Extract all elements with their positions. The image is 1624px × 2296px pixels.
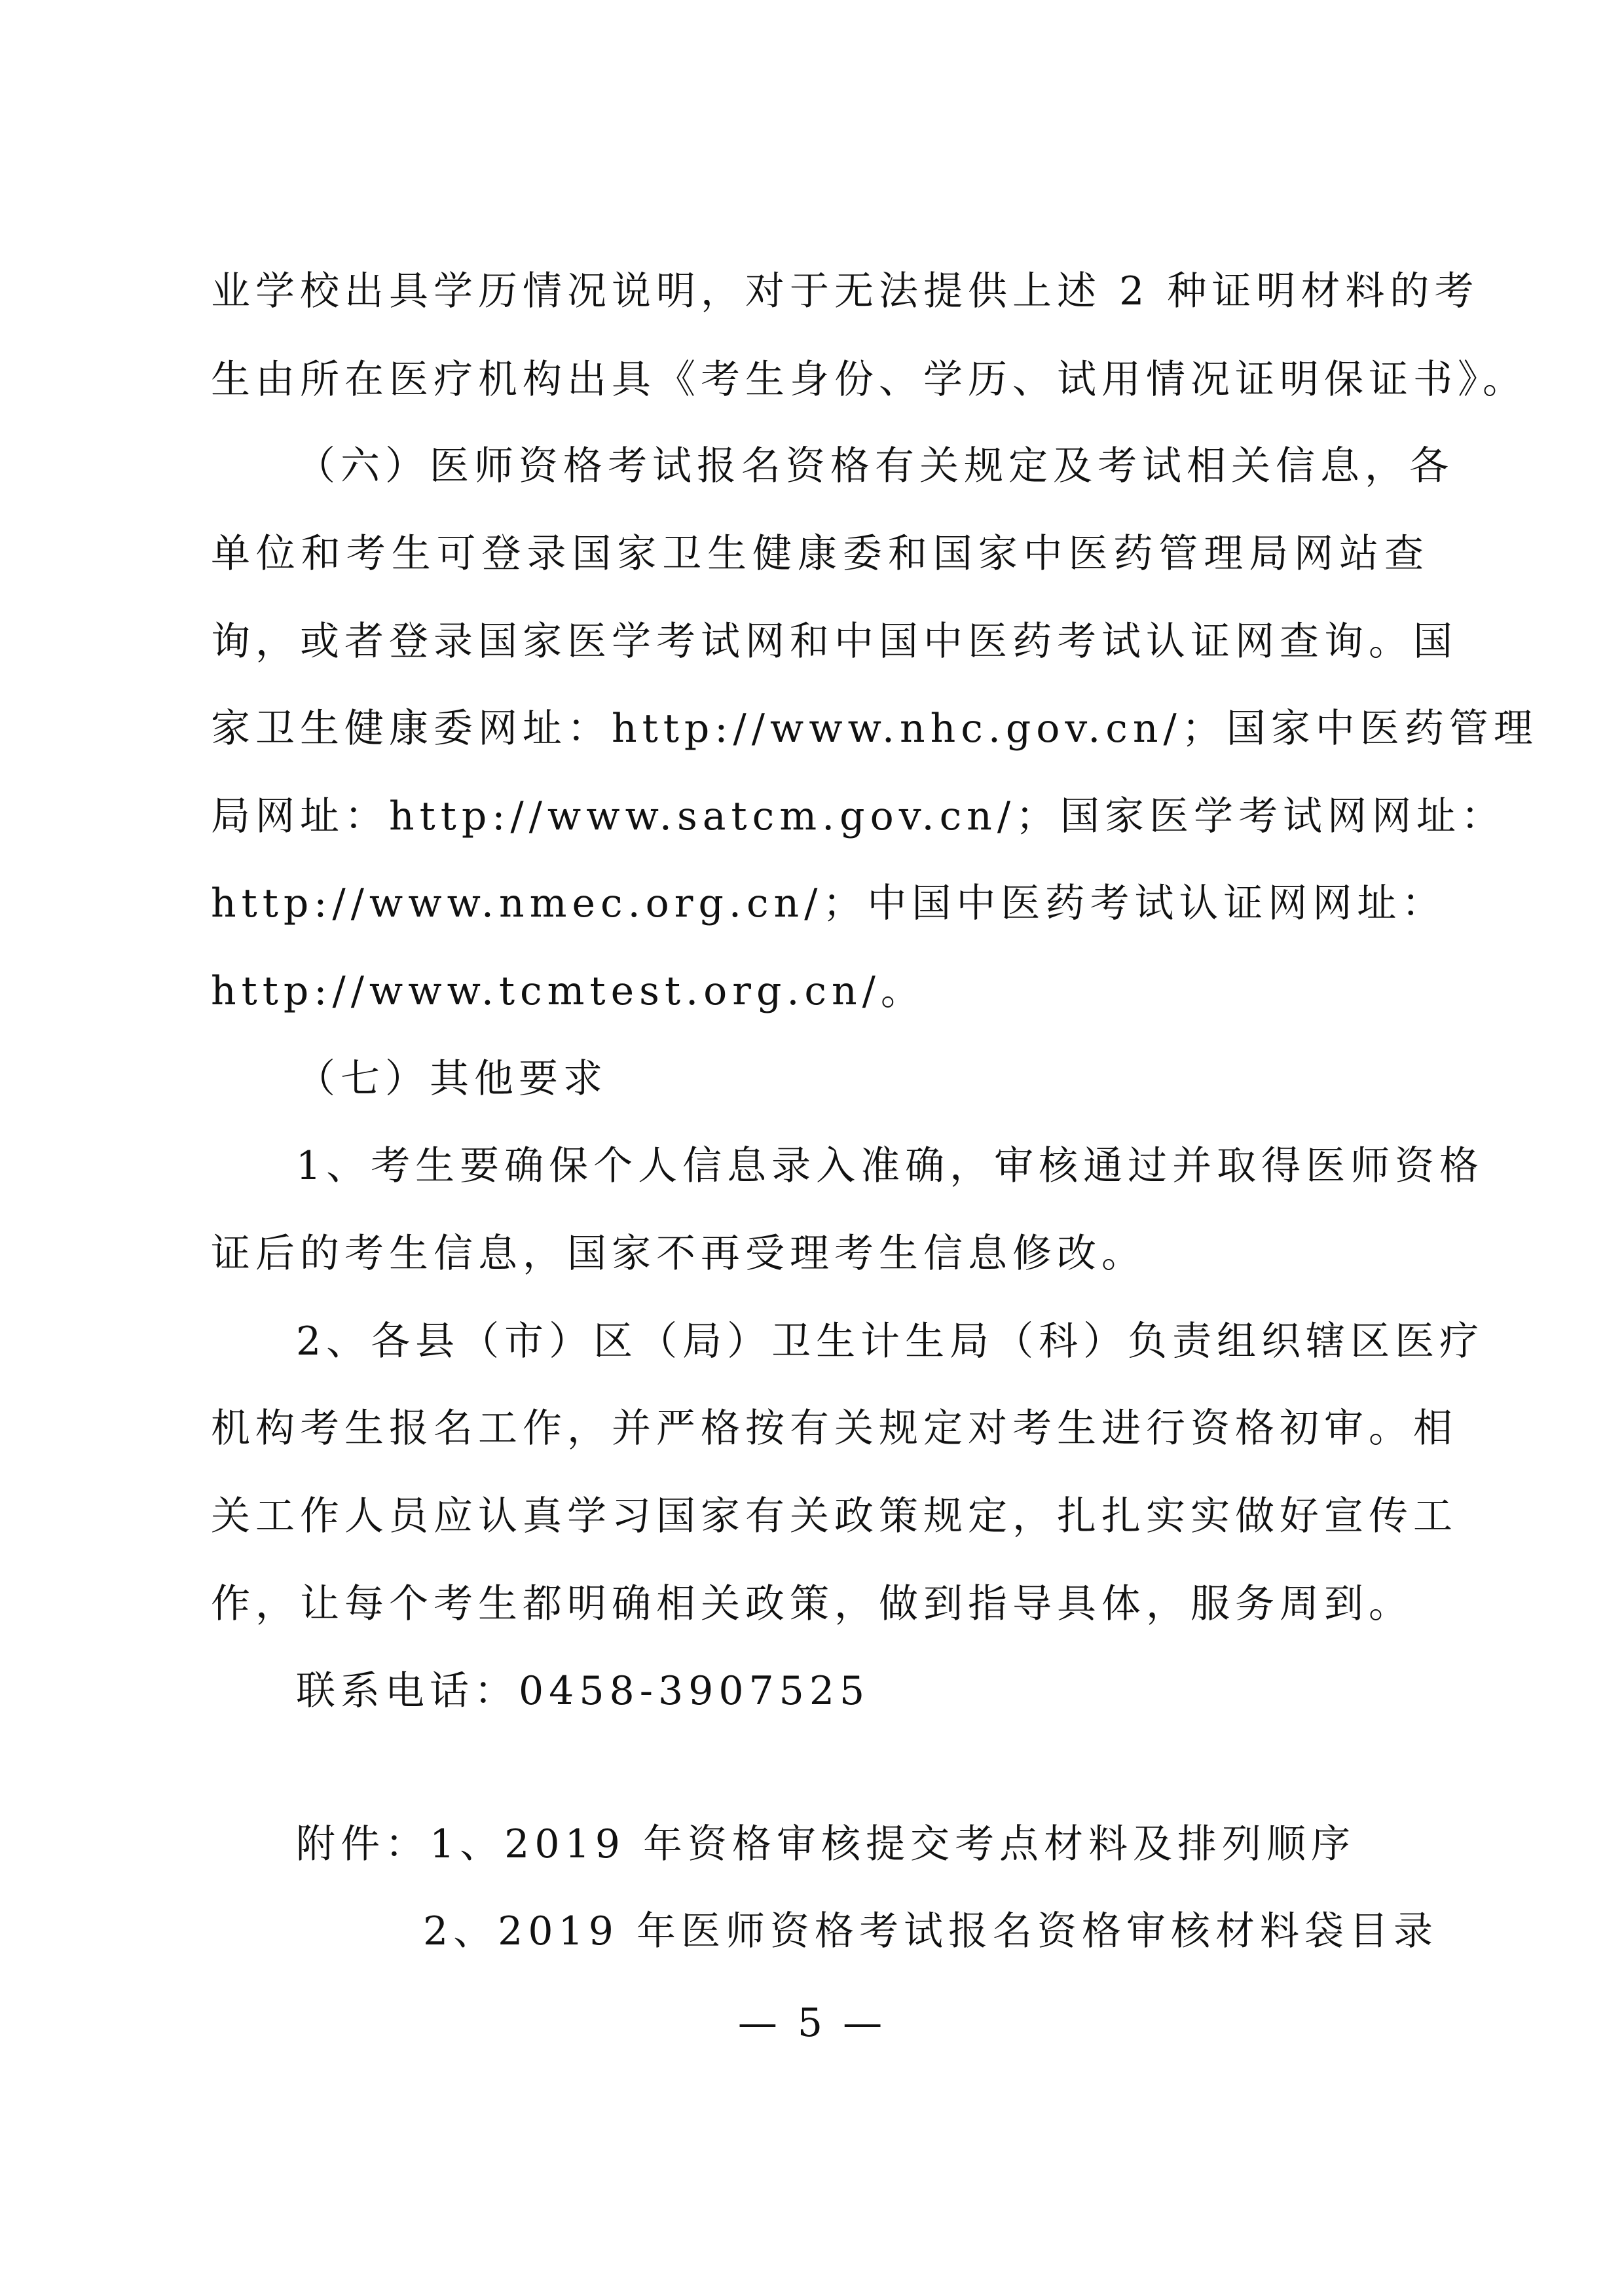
text-line: 2、各县（市）区（局）卫生计生局（科）负责组织辖区医疗 (296, 1319, 1485, 1364)
section-heading: （七）其他要求 (296, 1056, 608, 1102)
text-line: 生由所在医疗机构出具《考生身份、学历、试用情况证明保证书》。 (211, 357, 1527, 403)
attachment-item: 2、2019 年医师资格考试报名资格审核材料袋目录 (423, 1908, 1438, 1954)
text-line: http://www.tcmtest.org.cn/。 (211, 968, 925, 1014)
text-line: 业学校出具学历情况说明，对于无法提供上述 2 种证明材料的考 (211, 268, 1479, 314)
page-number: — 5 — (737, 2000, 887, 2046)
attachment-item: 附件：1、2019 年资格审核提交考点材料及排列顺序 (296, 1821, 1356, 1867)
text-line: 局网址：http://www.satcm.gov.cn/；国家医学考试网网址： (211, 793, 1506, 839)
text-line: 1、考生要确保个人信息录入准确，审核通过并取得医师资格 (296, 1143, 1485, 1189)
text-line: 询，或者登录国家医学考试网和中国中医药考试认证网查询。国 (211, 619, 1458, 665)
text-line: 证后的考生信息，国家不再受理考生信息修改。 (211, 1231, 1146, 1277)
text-line: （六）医师资格考试报名资格有关规定及考试相关信息，各 (296, 443, 1454, 489)
text-line: http://www.nmec.org.cn/；中国中医药考试认证网网址： (211, 881, 1447, 926)
text-line: 作，让每个考生都明确相关政策，做到指导具体，服务周到。 (211, 1581, 1413, 1627)
text-line: 单位和考生可登录国家卫生健康委和国家中医药管理局网站查 (211, 531, 1429, 577)
contact-phone: 联系电话：0458-3907525 (296, 1668, 870, 1714)
text-line: 关工作人员应认真学习国家有关政策规定，扎扎实实做好宣传工 (211, 1493, 1458, 1539)
text-line: 机构考生报名工作，并严格按有关规定对考生进行资格初审。相 (211, 1406, 1458, 1451)
text-line: 家卫生健康委网址：http://www.nhc.gov.cn/；国家中医药管理 (211, 706, 1538, 752)
